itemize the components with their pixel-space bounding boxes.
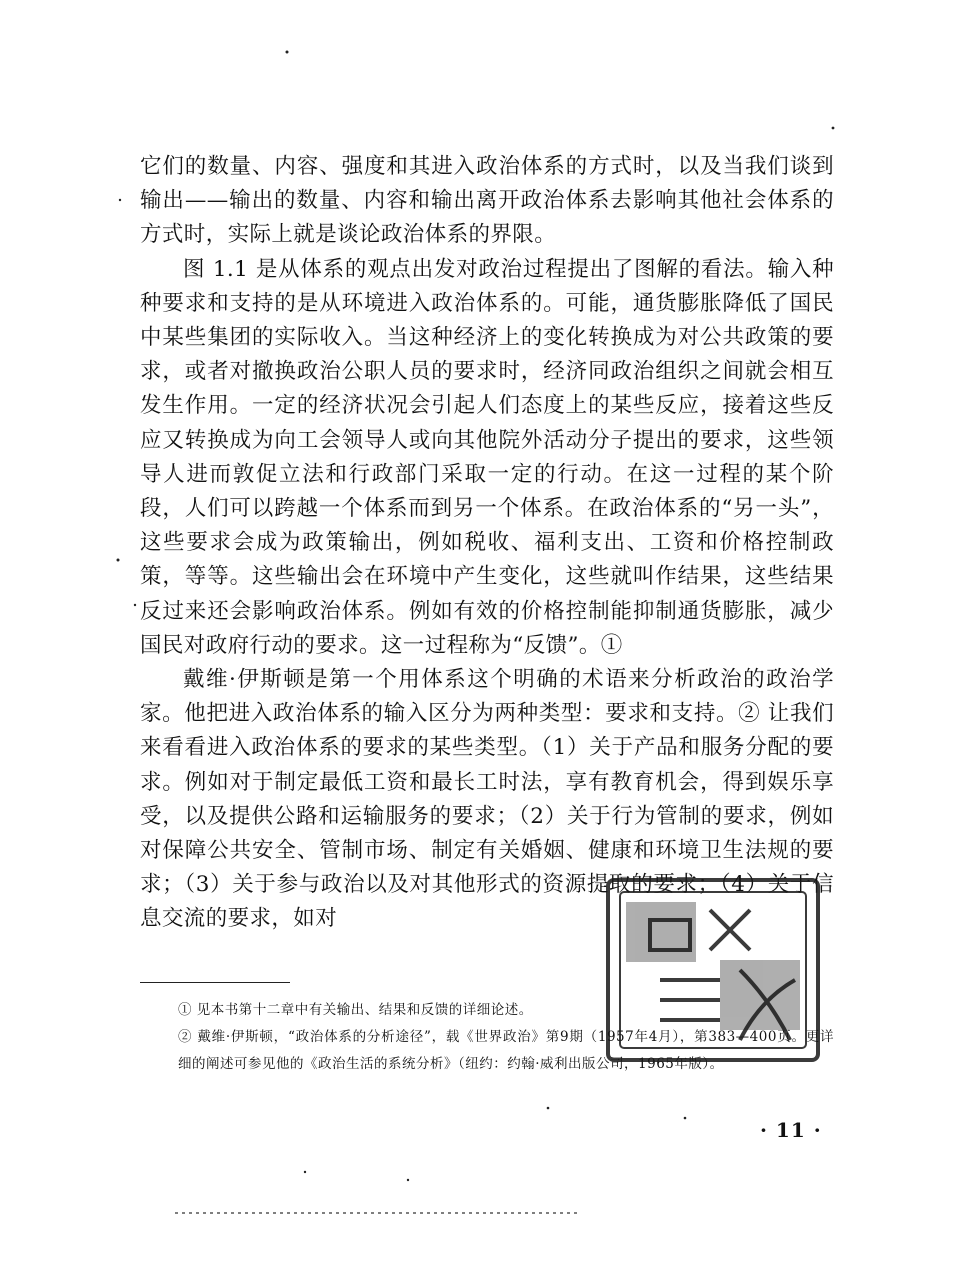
page-number: · 11 · <box>760 1118 822 1142</box>
footnote-1: ① 见本书第十二章中有关输出、结果和反馈的详细论述。 <box>178 1002 533 1018</box>
paragraph-1: 它们的数量、内容、强度和其进入政治体系的方式时，以及当我们谈到输出——输出的数量、内容和输出离开政治体系去影响其他社会体系的方式时，实际上就是谈论政治体系的界限。 <box>140 154 834 248</box>
footnote-2: ② 戴维·伊斯顿，“政治体系的分析途径”，载《世界政治》第9期（1957年4月），第383—400页。更详细的阐述可参见他的《政治生活的系统分析》（纽约：约翰·威利出版公司，1965年版）。 <box>178 1029 834 1072</box>
paragraph-3: 戴维·伊斯顿是第一个用体系这个明确的术语来分析政治的政治学家。他把进入政治体系的输入区分为两种类型：要求和支持。② 让我们来看看进入政治体系的要求的某些类型。（1）关于产品和服务分配的要求。例如对于制定最低工资和最长工时法，享有教育机会，得到娱乐享受，以及提供公路和运输服务的要求；（2）关于行为管制的要求，例如对保障公共安全、管制市场、制定有关婚姻、健康和环境卫生法规的要求；（3）关于参与政治以及对其他形式的资源提取的要求；（4）关于信息交流的要求，如对 <box>140 667 834 932</box>
footnotes <box>140 997 834 1078</box>
body-text <box>140 150 834 937</box>
paragraph-2: 图 1.1 是从体系的观点出发对政治过程提出了图解的看法。输入种种要求和支持的是从环境进入政治体系的。可能，通货膨胀降低了国民中某些集团的实际收入。当这种经济上的变化转换成为对公共政策的要求，或者对撤换政治公职人员的要求时，经济同政治组织之间就会相互发生作用。一定的经济状况会引起人们态度上的某些反应，接着这些反应又转换成为向工会领导人或向其他院外活动分子提出的要求，这些领导人进而敦促立法和行政部门采取一定的行动。在这一过程的某个阶段，人们可以跨越一个体系而到另一个体系。在政治体系的“另一头”，这些要求会成为政策输出，例如税收、福利支出、工资和价格控制政策，等等。这些输出会在环境中产生变化，这些就叫作结果，这些结果反过来还会影响政治体系。例如有效的价格控制能抑制通货膨胀，减少国民对政府行动的要求。这一过程称为“反馈”。① <box>140 256 834 658</box>
footnote-divider <box>140 982 290 983</box>
